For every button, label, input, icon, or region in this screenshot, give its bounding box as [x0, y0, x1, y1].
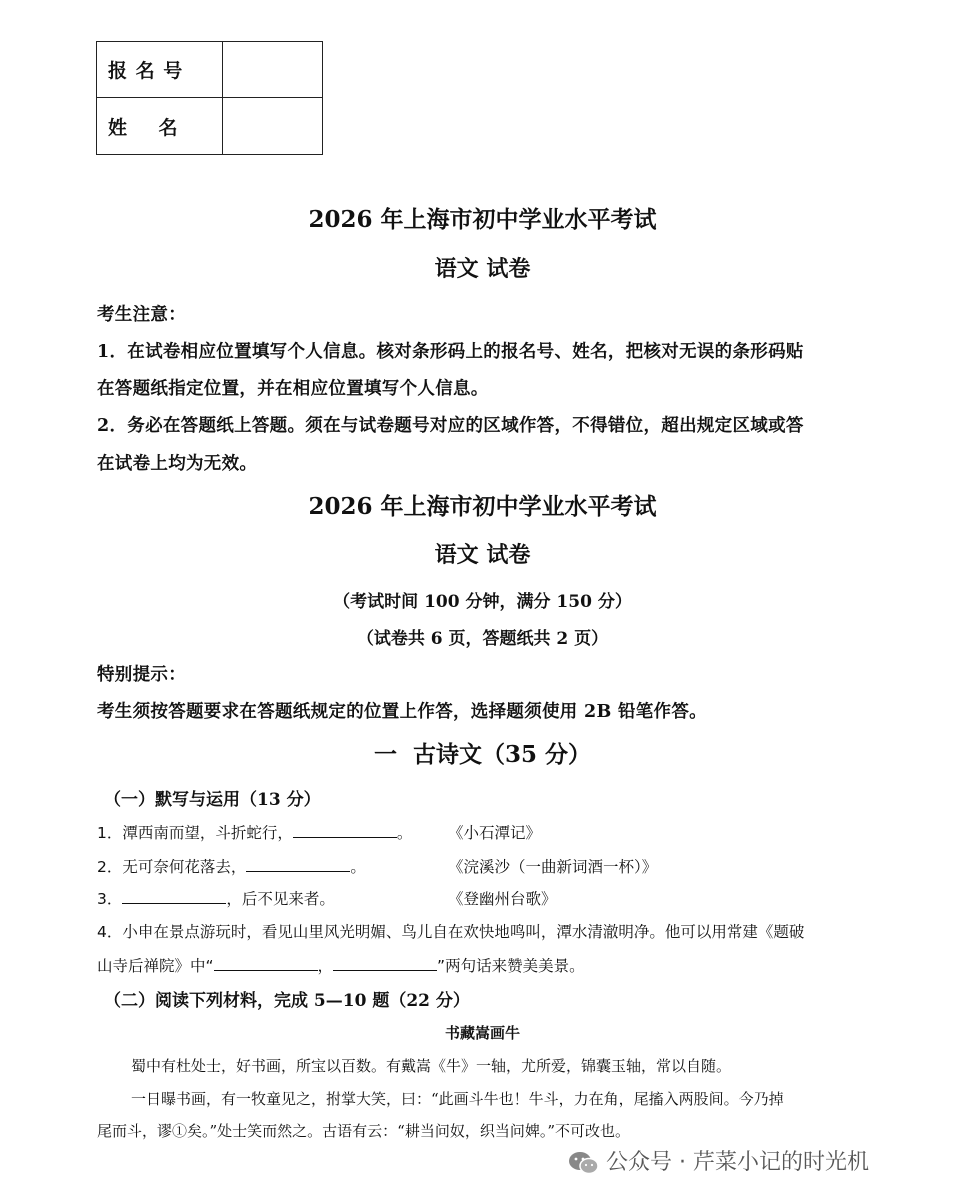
question-1-blank[interactable]: [293, 837, 397, 838]
question-3: [97, 887, 335, 909]
part1-title: （一）默写与运用（13 分）: [104, 790, 321, 810]
question-4-text-a: 山寺后禅院》中“: [97, 957, 214, 975]
question-2-source: 《浣溪沙（一曲新词酒一杯）》: [448, 858, 658, 876]
section1-title: 一 古诗文（35 分）: [373, 741, 592, 768]
name-label: 姓 名: [97, 98, 223, 155]
exam-title-2: 2026 年上海市初中学业水平考试: [308, 493, 657, 520]
notice-item2-line1: 2．务必在答题纸上答题。须在与试卷题号对应的区域作答，不得错位，超出规定区域或答: [97, 416, 804, 436]
tips-text: 考生须按答题要求在答题纸规定的位置上作答，选择题须使用 2B 铅笔作答。: [97, 702, 707, 722]
name-field[interactable]: [223, 98, 323, 155]
question-3-number: 3．: [97, 890, 123, 908]
question-2-end: 。: [350, 858, 366, 876]
question-4-text-c: ”两句话来赞美美景。: [437, 957, 585, 975]
notice-item2-line2: 在试卷上均为无效。: [97, 454, 258, 474]
registration-number-field[interactable]: [223, 42, 323, 98]
question-3-blank[interactable]: [122, 903, 226, 904]
question-4-blank-1[interactable]: [214, 970, 318, 971]
passage-paragraph-2-line2: 尾而斗，谬①矣。”处士笑而然之。古语有云：“耕当问奴，织当问婢。”不可改也。: [97, 1122, 631, 1140]
notice-item1-line2: 在答题纸指定位置，并在相应位置填写个人信息。: [97, 379, 489, 399]
question-2: [97, 855, 366, 877]
question-3-text: ，后不见来者。: [226, 890, 335, 908]
question-1: [97, 821, 412, 843]
question-2-text: 2．无可奈何花落去，: [97, 858, 247, 876]
notice-item1-line1: 1．在试卷相应位置填写个人信息。核对条形码上的报名号、姓名，把核对无误的条形码贴: [97, 342, 804, 362]
question-4-text-b: ，: [317, 957, 334, 975]
wechat-icon: [568, 1150, 600, 1176]
part2-title: （二）阅读下列材料，完成 5—10 题（22 分）: [104, 991, 470, 1011]
exam-title: 2026 年上海市初中学业水平考试: [308, 206, 657, 233]
exam-pages-info: （试卷共 6 页，答题纸共 2 页）: [356, 629, 609, 649]
exam-subtitle-2: 语文 试卷: [434, 542, 531, 568]
question-1-text: 1．潭西南而望，斗折蛇行，: [97, 824, 293, 842]
exam-time-info: （考试时间 100 分钟，满分 150 分）: [333, 592, 632, 612]
question-4-line1: 4．小申在景点游玩时，看见山里风光明媚、鸟儿自在欢快地鸣叫，潭水清澈明净。他可以用常建《题破: [97, 923, 805, 941]
passage-title: 书藏嵩画牛: [444, 1024, 520, 1042]
registration-table: [96, 41, 323, 155]
watermark: [568, 1145, 869, 1176]
passage-paragraph-1: 蜀中有杜处士，好书画，所宝以百数。有戴嵩《牛》一轴，尤所爱，锦囊玉轴，常以自随。: [131, 1057, 732, 1075]
notice-heading: 考生注意：: [97, 305, 186, 325]
registration-number-label: 报 名 号: [97, 42, 223, 98]
exam-subtitle: 语文 试卷: [434, 256, 531, 282]
question-1-end: 。: [396, 824, 413, 842]
watermark-text: 公众号 · 芹菜小记的时光机: [606, 1150, 869, 1175]
passage-paragraph-2-line1: 一日曝书画，有一牧童见之，拊掌大笑，曰：“此画斗牛也！牛斗，力在角，尾搐入两股间。今乃掉: [131, 1090, 784, 1108]
question-1-source: 《小石潭记》: [448, 824, 542, 842]
question-4-blank-2[interactable]: [333, 970, 437, 971]
question-4-line2: [97, 954, 585, 976]
tips-heading: 特别提示：: [97, 665, 186, 685]
question-3-source: 《登幽州台歌》: [448, 890, 557, 908]
question-2-blank[interactable]: [246, 871, 350, 872]
